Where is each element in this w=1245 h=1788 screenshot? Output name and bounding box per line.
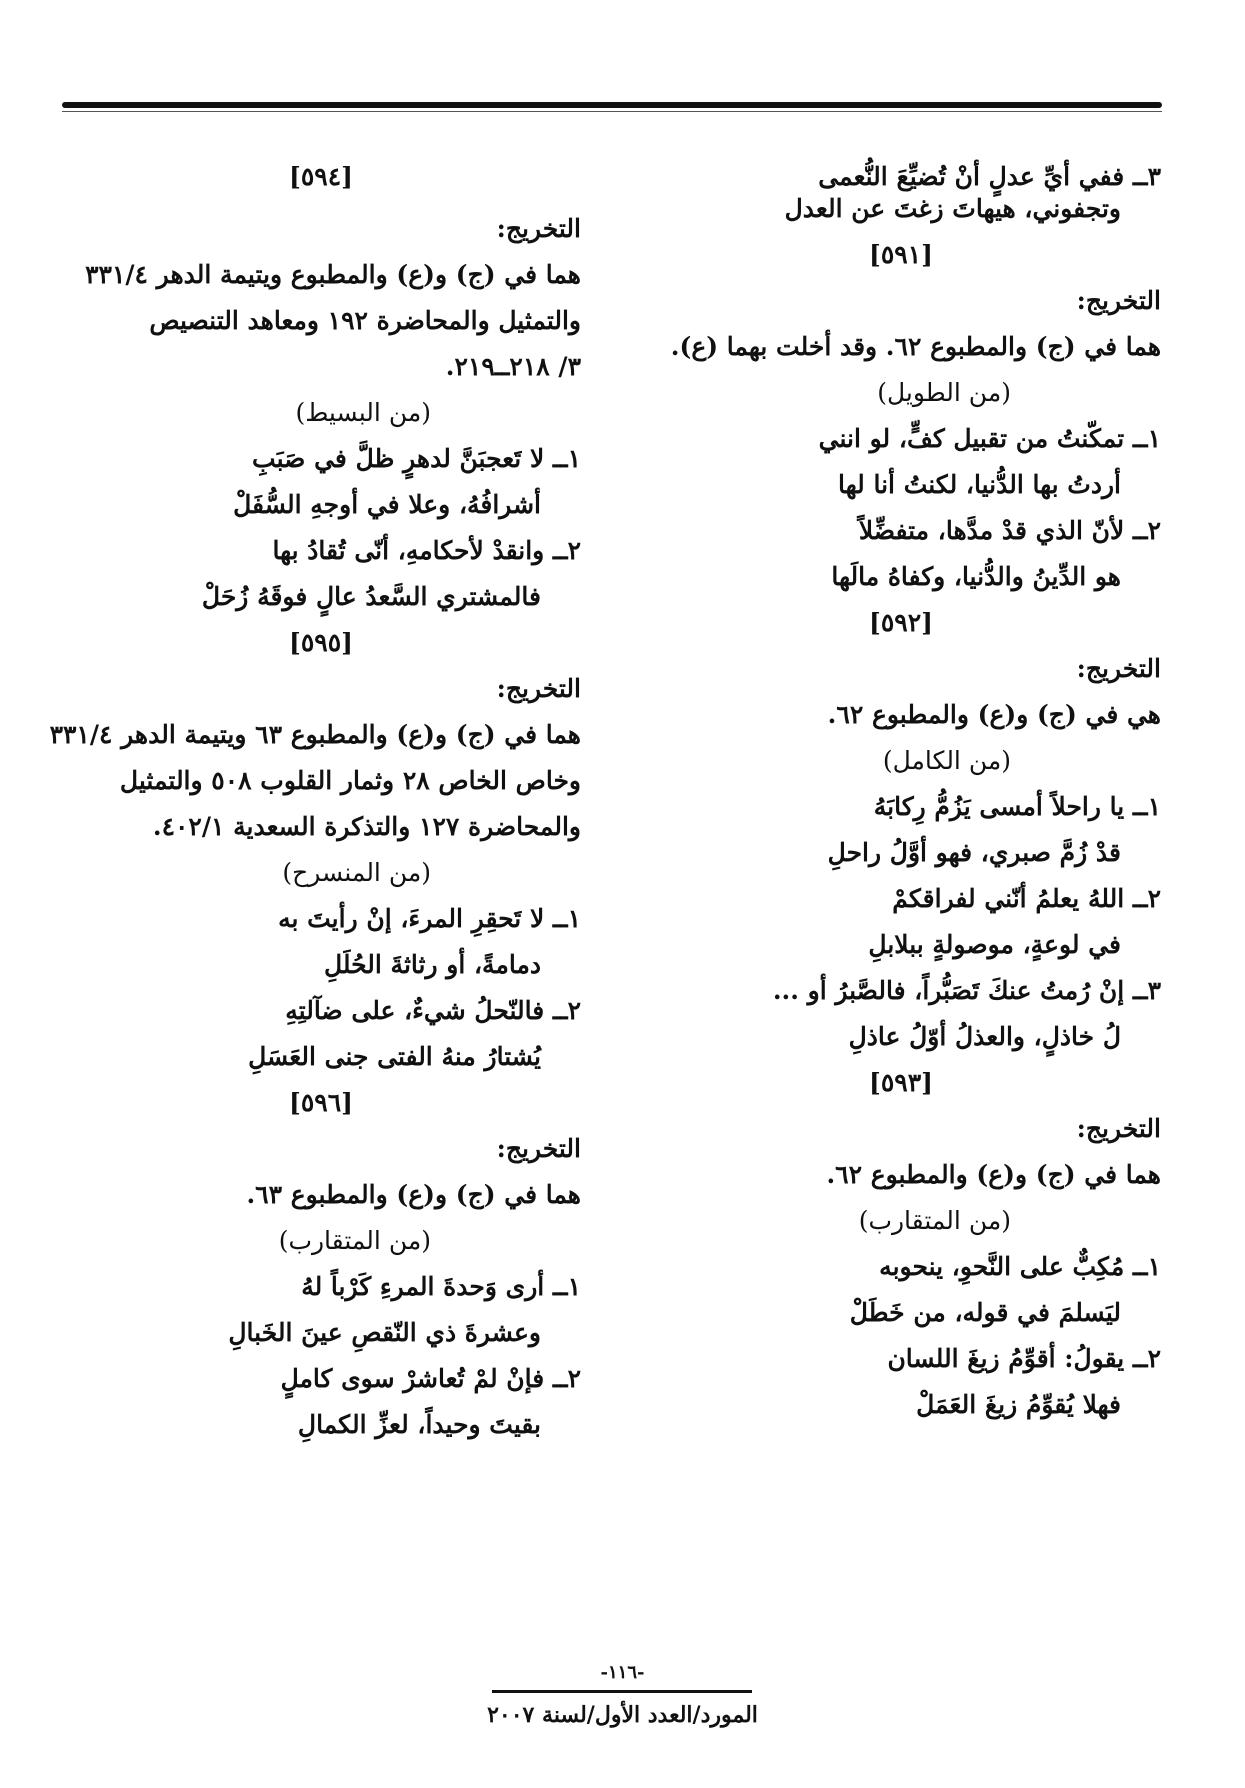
takhrij-text: هما في (ج) و(ع) والمطبوع ويتيمة الدهر ٣٣١/٤	[85, 260, 581, 289]
takhrij-heading: التخريج:	[1076, 1114, 1161, 1143]
top-rule	[62, 102, 1162, 108]
verse-second-hemistich: وعشرةَ ذي النّقصِ عينَ الخَبالِ	[228, 1318, 541, 1347]
verse-second-hemistich: ليَسلمَ في قوله، من خَطَلْ	[849, 1298, 1121, 1327]
meter-label: (من المتقارب)	[858, 1206, 1011, 1235]
verse-first-hemistich: ٢ــ يقولُ: أقوِّمُ زيغَ اللسان	[887, 1344, 1161, 1373]
takhrij-heading: التخريج:	[1076, 654, 1161, 683]
takhrij-text: هما في (ج) و(ع) والمطبوع ٦٣ ويتيمة الدهر ٣٣١/٤	[49, 720, 581, 749]
verse-first-hemistich: ٣ــ إنْ رُمتُ عنكَ تَصَبُّراً، فالصَّبرُ أو ...	[772, 976, 1161, 1005]
entry-number: [٥٩٥]	[289, 628, 353, 657]
entry-number: [٥٩٢]	[869, 608, 933, 637]
verse-second-hemistich: قدْ زُمَّ صبري، فهو أوَّلُ راحلِ	[827, 838, 1121, 867]
entry-number: [٥٩٤]	[289, 162, 353, 191]
verse-first-hemistich: ٢ــ فإنْ لمْ تُعاشرْ سوى كاملٍ	[280, 1364, 581, 1393]
entry-number: [٥٩٣]	[869, 1068, 933, 1097]
top-rule-thin	[62, 111, 1162, 112]
verse-second-hemistich: دمامةً، أو رثاثةَ الحُلَلِ	[323, 950, 541, 979]
page-number: -١١٦-	[600, 1662, 645, 1683]
verse-second-hemistich: لُ خاذلٍ، والعذلُ أوّلُ عاذلِ	[848, 1022, 1121, 1051]
takhrij-heading: التخريج:	[496, 674, 581, 703]
verse-second-hemistich: فهلا يُقوِّمُ زيغَ العَمَلْ	[916, 1390, 1121, 1419]
takhrij-text: ٣/ ٢١٨ــ٢١٩.	[445, 352, 581, 381]
meter-label: (من المتقارب)	[278, 1226, 431, 1255]
verse-second-hemistich: أشرافُهُ، وعلا في أوجهِ السُّفَلْ	[233, 490, 541, 519]
verse-second-hemistich: هو الدِّينُ والدُّنيا، وكفاهُ مالَها	[831, 562, 1121, 591]
takhrij-heading: التخريج:	[496, 1134, 581, 1163]
verse-first-hemistich: ٣ــ ففي أيِّ عدلٍ أنْ تُضيِّعَ النُّعمى	[818, 162, 1161, 191]
verse-second-hemistich: أردتُ بها الدُّنيا، لكنتُ أنا لها	[838, 470, 1121, 499]
takhrij-heading: التخريج:	[496, 214, 581, 243]
verse-first-hemistich: ٢ــ لأنّ الذي قدْ مدَّها، متفضِّلاً	[858, 516, 1161, 545]
verse-first-hemistich: ٢ــ اللهُ يعلمُ أنّني لفراقكمْ	[892, 884, 1161, 913]
takhrij-text: هي في (ج) و(ع) والمطبوع ٦٢.	[827, 700, 1161, 729]
meter-label: (من البسيط)	[295, 398, 431, 427]
verse-first-hemistich: ٢ــ وانقدْ لأحكامهِ، أنّى تُقادُ بها	[272, 536, 581, 565]
verse-first-hemistich: ١ــ أرى وَحدةَ المرءِ كَرْباً لهُ	[301, 1272, 581, 1301]
verse-first-hemistich: ١ــ يا راحلاً أمسى يَزُمُّ رِكابَهُ	[873, 792, 1161, 821]
takhrij-text: والمحاضرة ١٢٧ والتذكرة السعدية ٤٠٢/١.	[152, 812, 581, 841]
takhrij-text: والتمثيل والمحاضرة ١٩٢ ومعاهد التنصيص	[149, 306, 581, 335]
meter-label: (من الطويل)	[877, 378, 1011, 407]
verse-second-hemistich: يُشتارُ منهُ الفتى جنى العَسَلِ	[248, 1042, 541, 1071]
takhrij-heading: التخريج:	[1076, 286, 1161, 315]
meter-label: (من الكامل)	[882, 746, 1011, 775]
takhrij-text: هما في (ج) و(ع) والمطبوع ٦٣.	[246, 1180, 581, 1209]
verse-second-hemistich: في لوعةٍ، موصولةٍ ببلابلِ	[868, 930, 1121, 959]
verse-first-hemistich: ٢ــ فالنّحلُ شيءٌ، على ضآلتِهِ	[285, 996, 581, 1025]
verse-second-hemistich: وتجفوني، هيهاتَ زغتَ عن العدل	[784, 194, 1121, 223]
takhrij-text: هما في (ج) والمطبوع ٦٢. وقد أخلت بهما (ع).	[670, 332, 1161, 361]
verse-second-hemistich: فالمشتري السَّعدُ عالٍ فوقَهُ زُحَلْ	[201, 582, 541, 611]
verse-first-hemistich: ١ــ تمكّنتُ من تقبيل كفٍّ، لو انني	[818, 424, 1161, 453]
verse-first-hemistich: ١ــ مُكِبٌّ على النَّحوِ، ينحوبه	[879, 1252, 1161, 1281]
entry-number: [٥٩١]	[869, 240, 933, 269]
meter-label: (من المنسرح)	[282, 858, 431, 887]
takhrij-text: هما في (ج) و(ع) والمطبوع ٦٢.	[826, 1160, 1161, 1189]
takhrij-text: وخاص الخاص ٢٨ وثمار القلوب ٥٠٨ والتمثيل	[119, 766, 581, 795]
verse-first-hemistich: ١ــ لا تَحقِرِ المرءَ، إنْ رأيتَ به	[278, 904, 581, 933]
verse-second-hemistich: بقيتَ وحيداً، لعزِّ الكمالِ	[297, 1410, 541, 1439]
footer-rule	[492, 1690, 752, 1693]
journal-footer: المورد/العدد الأول/لسنة ٢٠٠٧	[487, 1702, 758, 1728]
entry-number: [٥٩٦]	[289, 1088, 353, 1117]
verse-first-hemistich: ١ــ لا تَعجبَنَّ لدهرٍ ظلَّ في صَبَبِ	[252, 444, 581, 473]
